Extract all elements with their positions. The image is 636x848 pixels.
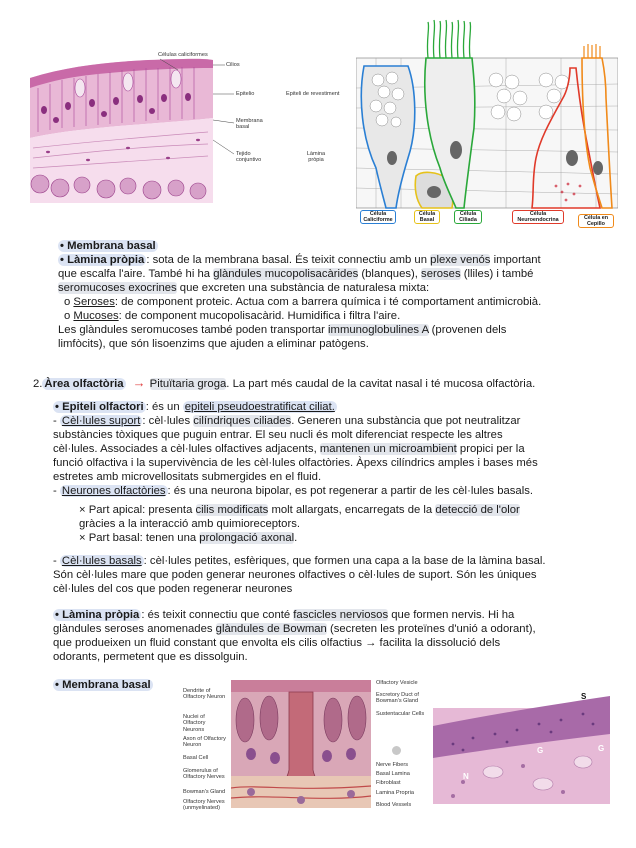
arrow-icon: → xyxy=(132,375,146,390)
seromucous-line-1: Les glàndules seromucoses també poden transportar immunoglobulines A (provenen dels xyxy=(58,324,507,336)
basement-membrane-heading: • Membrana basal xyxy=(60,240,156,252)
olf-label-sustentacular: Sustentacular Cells xyxy=(376,711,425,717)
olf-label-basal-cell: Basal Cell xyxy=(183,755,209,761)
micrograph-letter-g1: G xyxy=(537,746,544,755)
olf-label-axon: Axon of Olfactory Neuron xyxy=(183,736,226,749)
olf-label-glomerulus: Glomerulus of Olfactory Nerves xyxy=(183,768,225,781)
olf-label-nerve-fibers: Nerve Fibers xyxy=(376,762,409,768)
apical-part-line-2: gràcies a la interacció amb quimioreceptors. xyxy=(79,518,301,530)
olf-label-vesicle: Olfactory Vesicle xyxy=(376,680,418,686)
respiratory-epithelium-figure xyxy=(28,48,352,203)
basal-cells-line-3: cèl·lules del cos que poden regenerar neurones xyxy=(53,583,293,595)
olf-label-lamina-propria: Lamina Propria xyxy=(376,790,414,796)
support-cells-line-3: cèl·lules. Associades a cèl·lules olfactives adjacents, mantenen un microambient propici per la xyxy=(53,443,525,455)
olf-label-nerves: Olfactory Nerves (unmyelinated) xyxy=(183,799,225,812)
seromucous-line-2: limfòcits), que són lisoenzims que ajuden a eliminar patògens. xyxy=(58,338,369,350)
basal-part-line: × Part basal: tenen una prolongació axonal. xyxy=(79,532,298,544)
ciliated-cell-label-box: Célula Ciliada xyxy=(454,210,482,224)
goblet-cell-label-box: Célula Caliciforme xyxy=(360,210,396,224)
support-cells-line-5: estretes amb microvellositats submergides en el fluid. xyxy=(53,471,322,483)
goblet-cells-label: Células caliciformes xyxy=(158,52,208,58)
cell-types-drawing xyxy=(356,18,618,236)
olfactory-lamina-line-2: glàndules seroses anomenades glàndules de Bowman (secreten les proteïnes d'unió a odorant), xyxy=(53,623,536,635)
basal-cells-line-1: - Cèl·lules basals : cèl·lules petites, esfèriques, que formen una capa a la base de la làmina basal. xyxy=(53,555,546,567)
lamina-propria-line-2: que escalfa l'aire. També hi ha glàndules mucopolisacàrides (blanques), seroses (lliles) i també xyxy=(58,268,534,280)
olf-label-nuclei: Nuclei of Olfactory Neurons xyxy=(183,714,206,733)
olfactory-epithelium-heading: • Epiteli olfactori : és un epiteli pseudoestratificat ciliat. xyxy=(55,401,335,413)
grey-dot-icon xyxy=(392,746,401,755)
serous-subitem: o Seroses: de component proteic. Actua com a barrera química i té comportament antimicrobià. xyxy=(64,296,542,308)
basal-cells-line-2: Són cèl·lules mare que poden generar neurones olfactives o cèl·lules de suport. Són les úniques xyxy=(53,569,537,581)
support-cells-line-4: funció olfactiva i la supervivència de les cèl·lules olfactòries. Àpexs cilíndrics amples i bases més xyxy=(53,457,538,469)
connective-tissue-label: Tejido conjuntivo xyxy=(236,151,262,164)
olfactory-lamina-line-4: odorants, permetent que es dissolguin. xyxy=(53,651,248,663)
basal-cell-label-box: Célula Basal xyxy=(414,210,440,224)
olf-label-bowman: Bowman's Gland xyxy=(183,789,226,795)
olfactory-lamina-line-3: que produeixen un fluid constant que envolta els cilis olfactius → facilita la dissolució dels xyxy=(53,637,501,649)
apical-part-line-1: × Part apical: presenta cilis modificats molt allargats, encarregats de la detecció de l'olor xyxy=(79,504,520,516)
olfactory-area-heading: 2. Àrea olfactòria → Pituïtaria groga. La part més caudal de la cavitat nasal i té mucosa olfactòria. xyxy=(33,375,536,390)
olf-label-duct: Excretory Duct of Bowman's Gland xyxy=(376,692,419,705)
olfactory-basement-membrane-heading: • Membrana basal xyxy=(55,679,151,691)
brush-cell-label-box: Célula en Cepillo xyxy=(578,214,614,228)
cilia-label: Cilios xyxy=(226,62,240,68)
cell-types-figure xyxy=(356,18,618,236)
lamina-propria-label: Làmina pròpia xyxy=(306,151,326,164)
epithelium-label: Epitelio xyxy=(236,91,255,97)
olfactory-neurons-line: - Neurones olfactòries : és una neurona bipolar, es pot regenerar a partir de les cèl·lules basals. xyxy=(53,485,533,497)
neuroendocrine-cell-label-box: Célula Neuroendocrina xyxy=(512,210,564,224)
basement-membrane-label: Membrana basal xyxy=(236,118,263,131)
coating-epithelium-label: Epiteli de revestiment xyxy=(286,91,340,97)
olf-label-basal-lamina: Basal Lamina xyxy=(376,771,410,777)
olfactory-epithelium-figure xyxy=(183,678,428,812)
respiratory-epithelium-drawing xyxy=(28,48,352,203)
lamina-propria-line-1: • Làmina pròpia : sota de la membrana basal. És teixit connectiu amb un plexe venós important xyxy=(60,254,541,266)
olf-label-blood-vessels: Blood Vessels xyxy=(376,802,412,808)
micrograph-letter-g2: G xyxy=(598,744,605,753)
olf-label-fibroblast: Fibroblast xyxy=(376,780,401,786)
mucous-subitem: o Mucoses: de component mucopolisacàrid. Humidifica i filtra l'aire. xyxy=(64,310,401,322)
olfactory-micrograph xyxy=(433,686,610,804)
micrograph-drawing xyxy=(433,686,610,804)
lamina-propria-line-3: seromucoses exocrines que excreten una substància de naturalesa mixta: xyxy=(58,282,430,294)
support-cells-line-2: substàncies tòxiques que puguin entrar. El seu nucli és molt diferenciat respecte les altres xyxy=(53,429,503,441)
micrograph-letter-s: S xyxy=(581,692,587,701)
olfactory-lamina-line-1: • Làmina pròpia : és teixit connectiu que conté fascicles nerviosos que formen nervis. Hi ha xyxy=(55,609,515,621)
support-cells-line-1: - Cèl·lules suport : cèl·lules cilíndriques ciliades. Generen una substància que pot neutralitzar xyxy=(53,415,521,427)
olf-label-dendrite: Dendrite of Olfactory Neuron xyxy=(183,688,226,701)
micrograph-letter-n: N xyxy=(463,772,469,781)
olfactory-epithelium-drawing xyxy=(231,680,371,808)
